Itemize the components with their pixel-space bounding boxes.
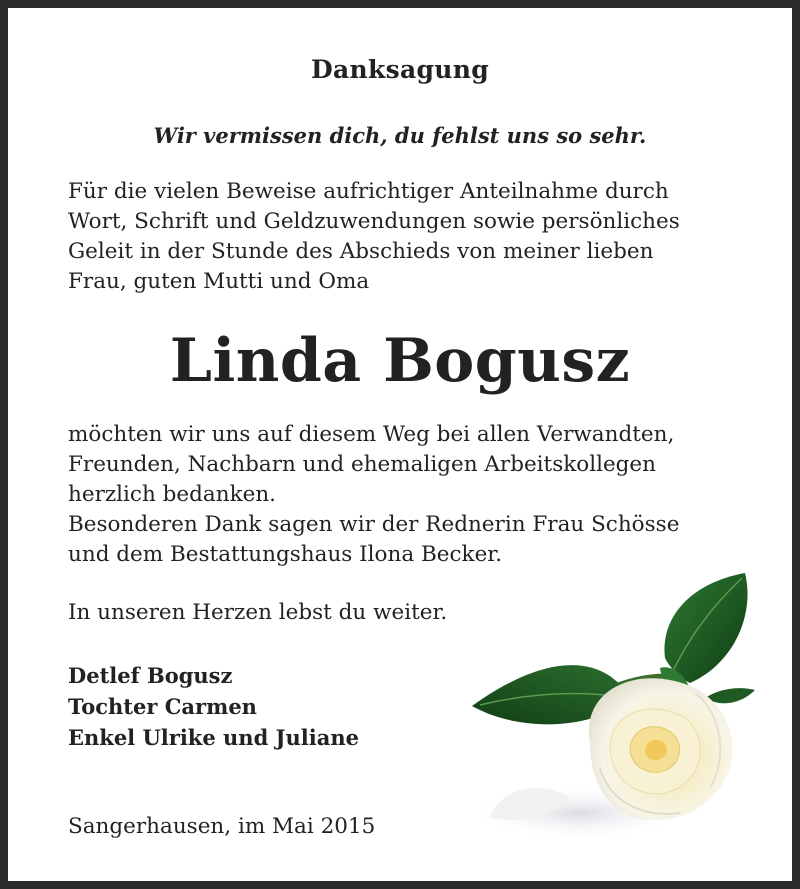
intro-line: Frau, guten Mutti und Oma [68,269,370,294]
thanks-line: Freunden, Nachbarn und ehemaligen Arbeitskollegen [68,452,657,477]
thanks-line: herzlich bedanken. [68,482,276,507]
signers-list [68,660,359,753]
intro-line: Geleit in der Stunde des Abschieds von meiner lieben [68,239,654,264]
notice-heading: Danksagung [311,55,489,84]
special-thanks-line: Besonderen Dank sagen wir der Rednerin Frau Schösse [68,512,680,537]
notice-motto: Wir vermissen dich, du fehlst uns so sehr. [153,123,647,148]
thanks-line: möchten wir uns auf diesem Weg bei allen Verwandten, [68,422,675,447]
signer-name: Enkel Ulrike und Juliane [68,725,359,750]
special-thanks-line: und dem Bestattungshaus Ilona Becker. [68,542,503,567]
thanks-paragraph [68,420,738,510]
signer-name: Detlef Bogusz [68,663,233,688]
white-rose-icon [460,568,760,848]
intro-line: Für die vielen Beweise aufrichtiger Anteilnahme durch [68,179,669,204]
signer-name: Tochter Carmen [68,694,257,719]
special-thanks-paragraph [68,510,738,570]
deceased-name: Linda Bogusz [169,326,631,396]
intro-line: Wort, Schrift und Geldzuwendungen sowie persönliches [68,209,680,234]
closing-line: In unseren Herzen lebst du weiter. [68,600,448,625]
intro-paragraph [68,177,738,297]
place-date: Sangerhausen, im Mai 2015 [68,814,376,839]
